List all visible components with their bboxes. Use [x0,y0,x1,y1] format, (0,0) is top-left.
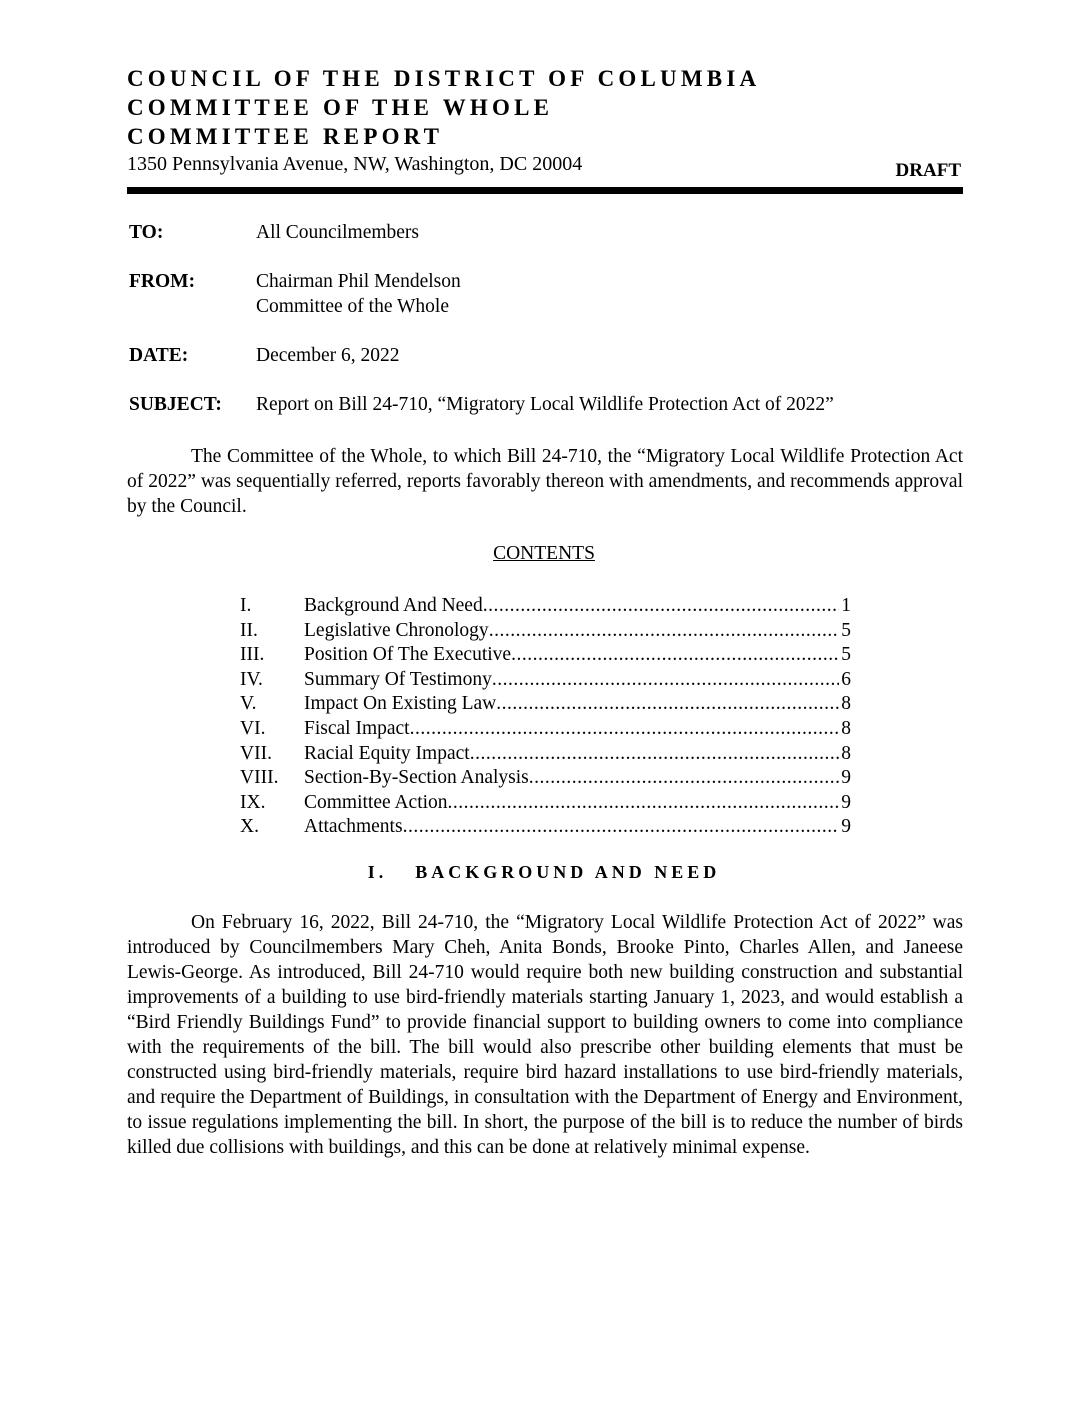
toc-item-label: Committee Action [304,791,448,813]
toc-item-page: 8 [841,742,851,764]
toc-item-label: Racial Equity Impact [304,742,470,764]
toc-item-number: V. [240,693,257,715]
header-rule [127,187,963,194]
report-type: COMMITTEE REPORT [127,124,444,149]
toc-item-page: 8 [841,717,851,739]
toc-item [240,619,851,644]
toc-item [240,643,851,668]
table-of-contents [240,594,851,840]
toc-item-label: Background And Need [304,595,483,616]
memo-from-label: FROM: [129,271,196,292]
toc-item-page: 9 [841,767,851,789]
toc-item-page: 1 [841,595,851,616]
toc-item [240,594,851,619]
letterhead [127,64,962,177]
toc-item [240,742,851,767]
memo-subject-label: SUBJECT: [129,394,222,415]
toc-leader-dots [403,815,839,840]
draft-label: DRAFT [895,160,961,181]
council-name: COUNCIL OF THE DISTRICT OF COLUMBIA [127,66,761,91]
section-title: BACKGROUND AND NEED [415,862,721,882]
toc-item-label: Legislative Chronology [304,619,489,641]
background-paragraph: On February 16, 2022, Bill 24-710, the “Migratory Local Wildlife Protection Act of 2022” was introduced by Councilmembers Mary Cheh, Anita Bonds, Brooke Pinto, Charles Allen, and Janeese Lewis-George. As introduced, Bill 24-710 would require both new building construction and substantial improvements of a building to use bird-friendly materials starting January 1, 2023, and would establish a “Bird Friendly Buildings Fund” to provide financial support to building owners to come into compliance with the requirements of the bill. The bill would also prescribe other building elements that must be constructed using bird-friendly materials, require bird hazard installations to use bird-friendly materials, and require the Department of Buildings, in consultation with the Department of Energy and Environment, to issue regulations implementing the bill. In short, the purpose of the bill is to reduce the number of birds killed due collisions with buildings, and this can be done at relatively minimal expense. [127,912,963,1158]
toc-leader-dots [483,594,839,619]
memo-from-row [129,269,963,319]
toc-item-page: 5 [841,644,851,666]
toc-leader-dots [496,692,839,717]
memo-from-value [256,269,963,319]
toc-leader-dots [492,668,839,693]
memo-block [129,220,963,441]
toc-item-number: IV. [240,668,263,690]
toc-item-page: 6 [841,668,851,690]
memo-to-row [129,220,963,245]
memo-from-committee: Committee of the Whole [256,296,449,317]
toc-leader-dots [410,717,839,742]
toc-item-number: I. [240,595,252,616]
contents-title: CONTENTS [493,543,595,564]
memo-to-label: TO: [129,222,164,243]
toc-leader-dots [529,766,839,791]
toc-leader-dots [511,643,839,668]
toc-item-number: II. [240,619,258,641]
committee-name: COMMITTEE OF THE WHOLE [127,95,554,120]
toc-item [240,791,851,816]
toc-leader-dots [489,619,839,644]
toc-item [240,815,851,840]
toc-item-label: Summary Of Testimony [304,668,492,690]
toc-item [240,766,851,791]
section-heading [0,862,1088,883]
toc-item [240,692,851,717]
toc-item-page: 8 [841,693,851,715]
memo-subject-value: Report on Bill 24-710, “Migratory Local Wildlife Protection Act of 2022” [256,394,834,415]
intro-paragraph: The Committee of the Whole, to which Bill 24-710, the “Migratory Local Wildlife Protection Act of 2022” was sequentially referred, reports favorably thereon with amendments, and recommends approval by the Council. [127,446,963,517]
memo-to-value: All Councilmembers [256,222,420,243]
toc-leader-dots [448,791,839,816]
toc-item-label: Attachments [304,816,403,838]
toc-item-number: IX. [240,791,266,813]
toc-item-number: X. [240,816,259,838]
toc-item-page: 9 [841,791,851,813]
toc-item-number: VII. [240,742,272,764]
toc-item-label: Impact On Existing Law [304,693,497,715]
memo-from-name: Chairman Phil Mendelson [256,271,461,292]
toc-item-label: Fiscal Impact [304,717,410,739]
memo-date-label: DATE: [129,345,189,366]
toc-item [240,668,851,693]
toc-leader-dots [470,742,839,767]
toc-item-page: 5 [841,619,851,641]
memo-date-row [129,343,963,368]
toc-item [240,717,851,742]
toc-item-number: III. [240,644,265,666]
toc-item-number: VIII. [240,767,279,789]
memo-date-value: December 6, 2022 [256,345,400,366]
section-number: I. [367,862,388,882]
council-address: 1350 Pennsylvania Avenue, NW, Washington, DC 20004 [127,153,583,175]
toc-item-page: 9 [841,816,851,838]
toc-item-label: Section-By-Section Analysis [304,767,529,789]
toc-item-label: Position Of The Executive [304,644,512,666]
memo-subject-row [129,392,963,417]
toc-item-number: VI. [240,717,266,739]
